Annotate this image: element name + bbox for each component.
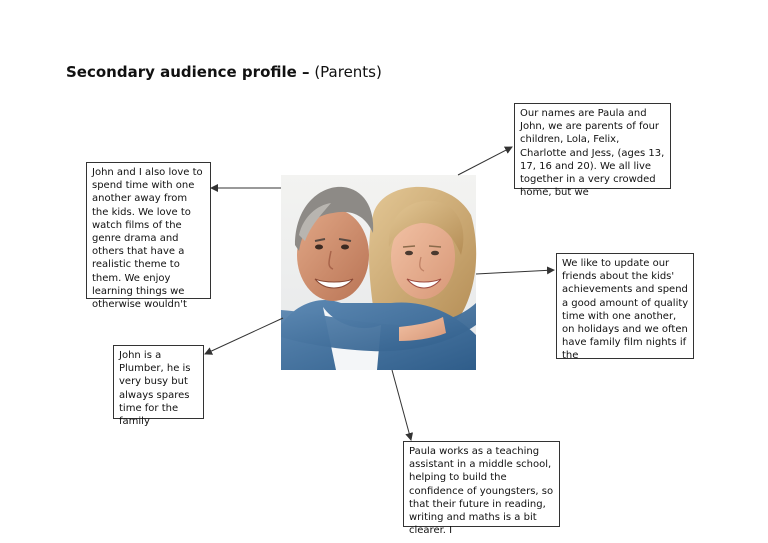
text-box-interests: John and I also love to spend time with one another away from the kids. We love to watch films of the genre drama and others that have a realistic theme to them. We enjoy learning things we otherwise wouldn't bbox=[86, 162, 211, 299]
arrow-to-names-box bbox=[458, 147, 512, 175]
arrow-to-john-box bbox=[205, 318, 283, 354]
title-sub: (Parents) bbox=[314, 63, 382, 81]
text-box-john: John is a Plumber, he is very busy but always spares time for the family bbox=[113, 345, 204, 419]
arrow-to-social-box bbox=[476, 270, 554, 274]
text-box-social: We like to update our friends about the kids' achievements and spend a good amount of quality time with one another, on holidays and we often have family film nights if the bbox=[556, 253, 694, 359]
title-main: Secondary audience profile – bbox=[66, 63, 310, 81]
text-box-paula: Paula works as a teaching assistant in a middle school, helping to build the confidence of youngsters, so that their future in reading, writing and maths is a bit clearer. I bbox=[403, 441, 560, 527]
text-box-names: Our names are Paula and John, we are parents of four children, Lola, Felix, Charlotte and Jess, (ages 13, 17, 16 and 20). We all live together in a very crowded home, but we bbox=[514, 103, 671, 189]
arrow-to-paula-box bbox=[392, 370, 411, 440]
